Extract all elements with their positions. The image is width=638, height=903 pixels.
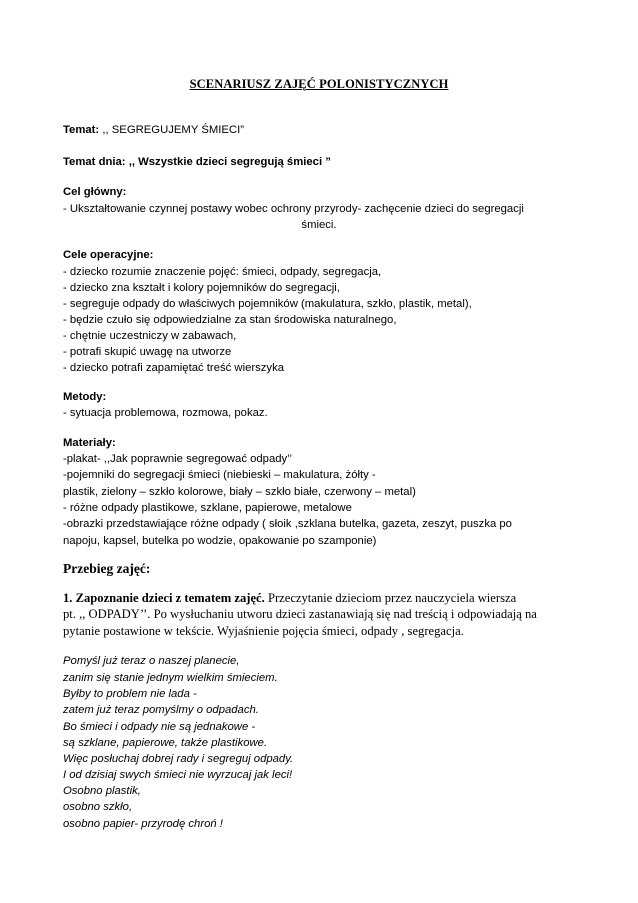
material-line: - różne odpady plastikowe, szklane, papierowe, metalowe (63, 502, 352, 514)
cel-item: - chętnie uczestniczy w zabawach, (63, 330, 237, 342)
poem-line: Pomyśl już teraz o naszej planecie, (63, 655, 240, 667)
poem-line: zanim się stanie jednym wielkim śmieciem. (63, 672, 278, 684)
material-line: -plakat- ,,Jak poprawnie segregować odpady’’ (63, 453, 292, 465)
step1-line1 (63, 591, 516, 606)
step1-title: 1. Zapoznanie dzieci z tematem zajęć. (63, 591, 265, 605)
material-line: -obrazki przedstawiające różne odpady ( słoik ,szklana butelka, gazeta, zeszyt, puszka po (63, 518, 512, 530)
cel-glowny-line1: - Ukształtowanie czynnej postawy wobec ochrony przyrody- zachęcenie dzieci do segregacji (63, 203, 524, 215)
cel-item: - dziecko rozumie znaczenie pojęć: śmieci, odpady, segregacja, (63, 266, 382, 278)
materialy-label: Materiały: (63, 437, 116, 449)
temat-line (63, 123, 244, 138)
metody-label: Metody: (63, 391, 107, 403)
cel-item: - segreguje odpady do właściwych pojemników (makulatura, szkło, plastik, metal), (63, 298, 472, 310)
poem-line: osobno papier- przyrodę chroń ! (63, 818, 223, 830)
cel-glowny-line2: śmieci. (301, 219, 337, 231)
cele-operacyjne-label: Cele operacyjne: (63, 249, 154, 261)
cel-item: - będzie czuło się odpowiedzialne za stan środowiska naturalnego, (63, 314, 397, 326)
poem-line: są szklane, papierowe, także plastikowe. (63, 737, 268, 749)
poem-line: Byłby to problem nie lada - (63, 688, 197, 700)
poem-line: Osobno plastik, (63, 785, 141, 797)
cel-item: - dziecko zna kształt i kolory pojemników do segregacji, (63, 282, 340, 294)
poem-line: Bo śmieci i odpady nie są jednakowe - (63, 721, 256, 733)
metody-text: - sytuacja problemowa, rozmowa, pokaz. (63, 407, 268, 419)
poem-line: I od dzisiaj swych śmieci nie wyrzucaj jak leci! (63, 769, 293, 781)
document-title: SCENARIUSZ ZAJĘĆ POLONISTYCZNYCH (189, 77, 449, 91)
przebieg-heading: Przebieg zajęć: (63, 561, 151, 576)
step1-line2: pt. ,, ODPADY’’. Po wysłuchaniu utworu dzieci zastanawiają się nad treścią i odpowiadają na (63, 607, 537, 621)
poem-line: osobno szkło, (63, 801, 133, 813)
temat-dnia: Temat dnia: ,, Wszystkie dzieci segregują śmieci ” (63, 156, 331, 168)
material-line: -pojemniki do segregacji śmieci (niebieski – makulatura, żółty - (63, 469, 376, 481)
poem-line: zatem już teraz pomyślmy o odpadach. (63, 704, 259, 716)
cel-glowny-label: Cel główny: (63, 186, 127, 198)
cel-item: - dziecko potrafi zapamiętać treść wierszyka (63, 362, 284, 374)
step1-line3: pytanie postawione w tekście. Wyjaśnienie pojęcia śmieci, odpady , segregacja. (63, 624, 464, 638)
material-line: napoju, kapsel, butelka po wodzie, opakowanie po szamponie) (63, 535, 377, 547)
cel-item: - potrafi skupić uwagę na utworze (63, 346, 232, 358)
temat-label: Temat: (63, 124, 100, 136)
step1-rest: Przeczytanie dzieciom przez nauczyciela wiersza (264, 591, 517, 605)
temat-value: ,, SEGREGUJEMY ŚMIECI” (99, 124, 244, 136)
poem-line: Więc posłuchaj dobrej rady i segreguj odpady. (63, 753, 294, 765)
material-line: plastik, zielony – szkło kolorowe, biały – szkło białe, czerwony – metal) (63, 486, 416, 498)
